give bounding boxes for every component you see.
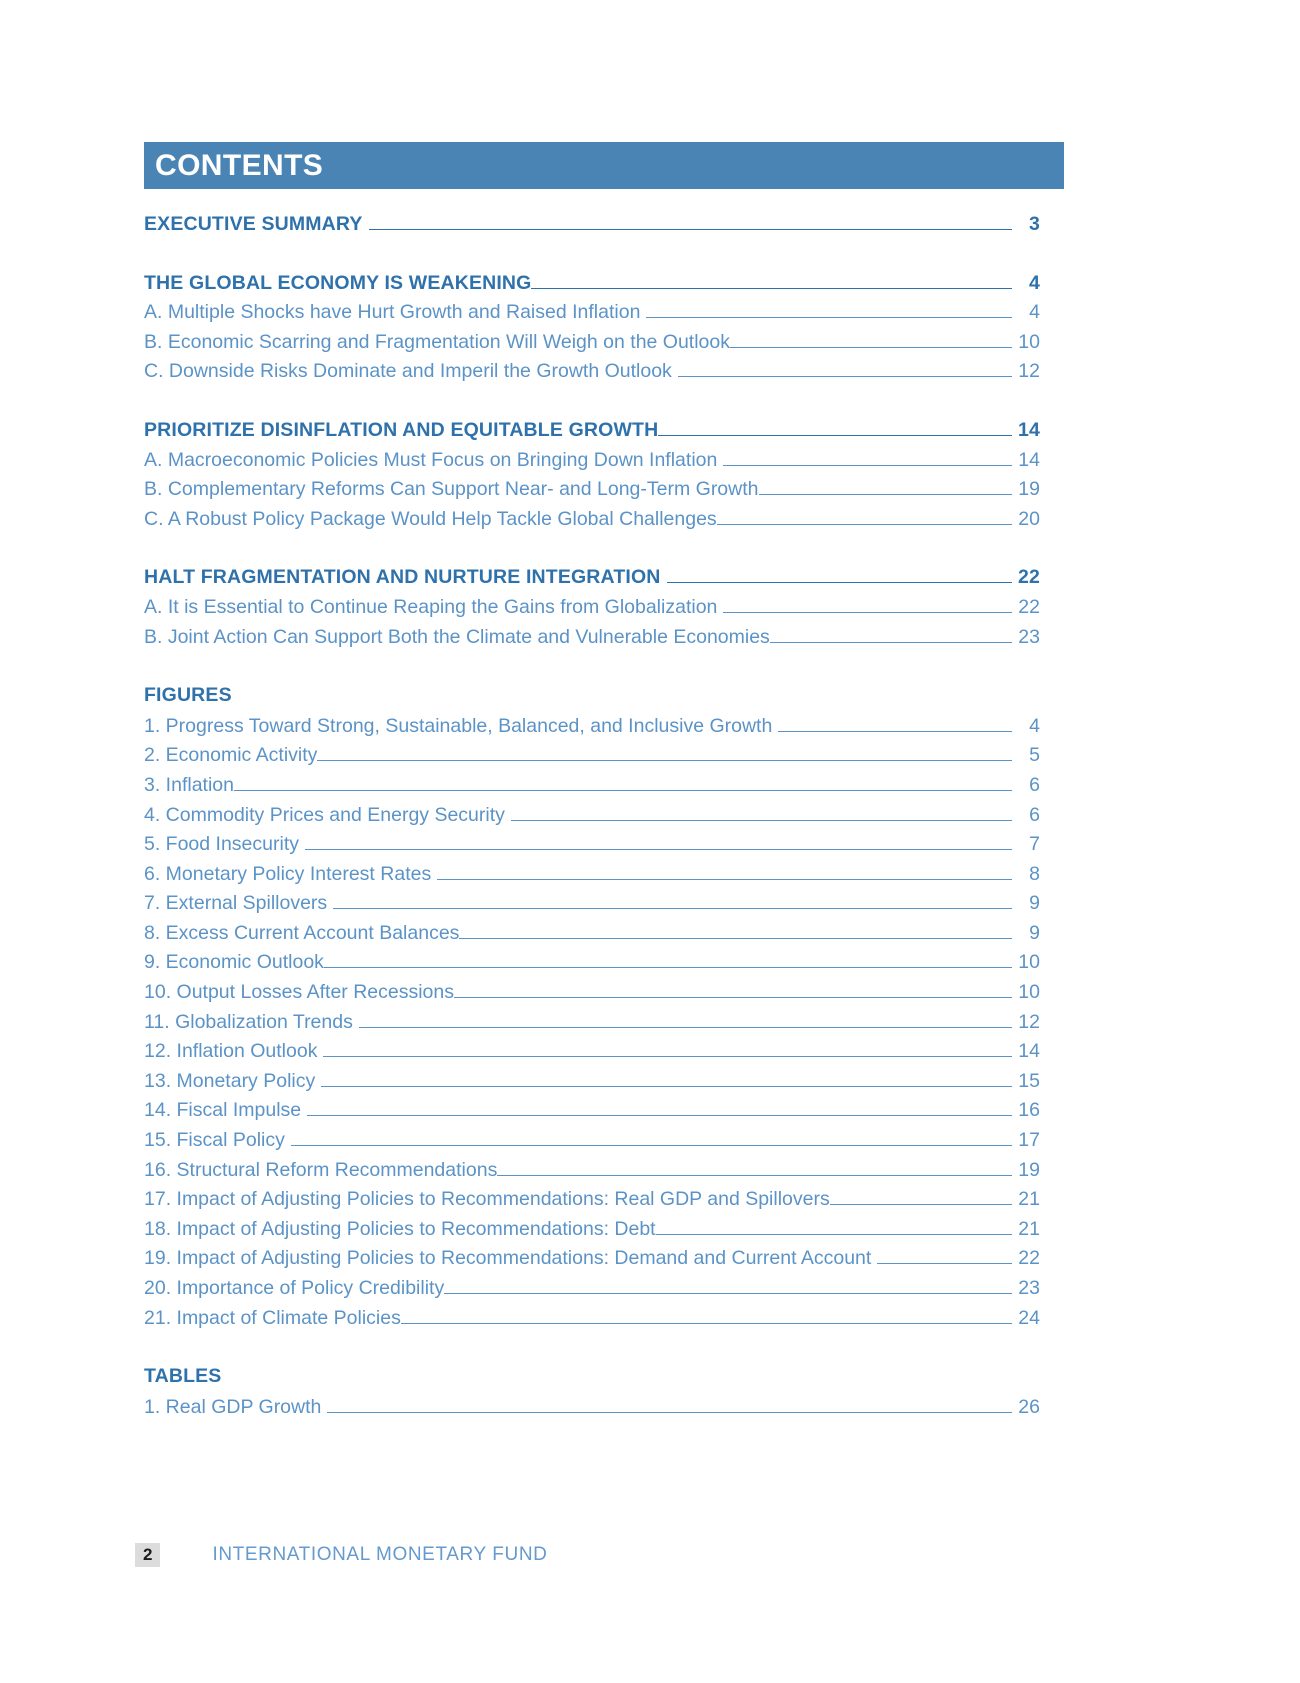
toc-leader-line xyxy=(656,1233,1012,1235)
table-of-contents xyxy=(144,210,1040,1422)
toc-entry[interactable] xyxy=(144,1215,1040,1245)
toc-entry[interactable] xyxy=(144,1185,1040,1215)
toc-entry[interactable] xyxy=(144,416,1040,446)
toc-leader-line xyxy=(759,493,1013,495)
toc-entry[interactable] xyxy=(144,1037,1040,1067)
toc-entry-label: 1. Real GDP Growth xyxy=(144,1395,322,1418)
toc-entry-page-number: 19 xyxy=(1018,478,1040,501)
toc-entry-page-number: 4 xyxy=(1029,271,1040,294)
toc-entry-label: 8. Excess Current Account Balances xyxy=(144,921,460,944)
toc-leader-line xyxy=(369,228,1012,230)
toc-leader-line xyxy=(459,937,1012,939)
toc-entry-label: 10. Output Losses After Recessions xyxy=(144,981,455,1004)
toc-leader-line xyxy=(723,611,1012,613)
footer-page-number: 2 xyxy=(135,1543,160,1567)
toc-group-global-economy-weakening xyxy=(144,269,1040,387)
toc-entry-label: C. A Robust Policy Package Would Help Tackle Global Challenges xyxy=(144,507,717,530)
toc-entry[interactable] xyxy=(144,1126,1040,1156)
toc-leader-line xyxy=(324,966,1012,968)
toc-entry[interactable] xyxy=(144,1274,1040,1304)
toc-entry[interactable] xyxy=(144,1067,1040,1097)
toc-leader-line xyxy=(307,1114,1012,1116)
toc-entry-page-number: 22 xyxy=(1018,595,1040,618)
toc-leader-line xyxy=(323,1055,1012,1057)
toc-entry-label: 15. Fiscal Policy xyxy=(144,1129,285,1152)
toc-leader-line xyxy=(234,789,1012,791)
toc-entry-label: 3. Inflation xyxy=(144,773,234,796)
toc-entry-page-number: 6 xyxy=(1029,803,1040,826)
toc-entry-label: 18. Impact of Adjusting Policies to Recommendations: Debt xyxy=(144,1217,656,1240)
toc-group-halt-fragmentation xyxy=(144,563,1040,652)
toc-leader-line xyxy=(359,1026,1012,1028)
toc-entry-label: 19. Impact of Adjusting Policies to Recommendations: Demand and Current Account xyxy=(144,1247,872,1270)
toc-entry[interactable] xyxy=(144,1304,1040,1334)
toc-entry-label: THE GLOBAL ECONOMY IS WEAKENING xyxy=(144,271,532,294)
toc-leader-line xyxy=(830,1203,1012,1205)
toc-leader-line xyxy=(305,848,1012,850)
toc-leader-line xyxy=(454,996,1012,998)
toc-leader-line xyxy=(317,759,1012,761)
toc-leader-line xyxy=(877,1262,1012,1264)
toc-entry[interactable] xyxy=(144,1156,1040,1186)
toc-leader-line xyxy=(511,819,1012,821)
toc-entry-page-number: 16 xyxy=(1018,1099,1040,1122)
toc-entry-page-number: 21 xyxy=(1018,1217,1040,1240)
toc-leader-line xyxy=(717,523,1012,525)
toc-entry-label: 4. Commodity Prices and Energy Security xyxy=(144,803,505,826)
toc-entry-label: 12. Inflation Outlook xyxy=(144,1040,318,1063)
toc-leader-line xyxy=(401,1322,1012,1324)
toc-entry-page-number: 12 xyxy=(1018,1010,1040,1033)
toc-entry-page-number: 10 xyxy=(1018,951,1040,974)
group-spacer xyxy=(144,534,1040,563)
page-title: CONTENTS xyxy=(155,148,324,182)
toc-entry-page-number: 15 xyxy=(1018,1069,1040,1092)
toc-entry-page-number: 6 xyxy=(1029,773,1040,796)
toc-entry-label: 14. Fiscal Impulse xyxy=(144,1099,302,1122)
toc-entry[interactable] xyxy=(144,860,1040,890)
group-spacer xyxy=(144,652,1040,681)
toc-entry[interactable] xyxy=(144,269,1040,299)
toc-entry-page-number: 20 xyxy=(1018,507,1040,530)
toc-leader-line xyxy=(327,1411,1012,1413)
toc-leader-line xyxy=(678,375,1012,377)
group-spacer xyxy=(144,240,1040,269)
toc-entry-page-number: 12 xyxy=(1018,360,1040,383)
toc-entry-page-number: 26 xyxy=(1018,1395,1040,1418)
toc-entry[interactable] xyxy=(144,357,1040,387)
toc-section-label xyxy=(144,681,1040,712)
toc-leader-line xyxy=(497,1174,1012,1176)
toc-entry[interactable] xyxy=(144,1393,1040,1423)
toc-group-tables xyxy=(144,1362,1040,1422)
toc-entry[interactable] xyxy=(144,623,1040,653)
page-footer xyxy=(135,1543,547,1567)
toc-entry-page-number: 10 xyxy=(1018,981,1040,1004)
toc-entry[interactable] xyxy=(144,446,1040,476)
toc-entry[interactable] xyxy=(144,563,1040,593)
toc-entry-label: C. Downside Risks Dominate and Imperil the Growth Outlook xyxy=(144,360,672,383)
toc-entry[interactable] xyxy=(144,948,1040,978)
toc-leader-line xyxy=(730,346,1012,348)
toc-section-label xyxy=(144,1362,1040,1393)
toc-entry-page-number: 23 xyxy=(1018,625,1040,648)
toc-group-prioritize-disinflation xyxy=(144,416,1040,534)
toc-entry[interactable] xyxy=(144,593,1040,623)
toc-entry-label: HALT FRAGMENTATION AND NURTURE INTEGRATION xyxy=(144,566,661,589)
toc-entry-label: B. Economic Scarring and Fragmentation Will Weigh on the Outlook xyxy=(144,330,730,353)
toc-entry[interactable] xyxy=(144,741,1040,771)
toc-entry-page-number: 5 xyxy=(1029,744,1040,767)
toc-entry-label: 6. Monetary Policy Interest Rates xyxy=(144,862,432,885)
toc-entry-page-number: 21 xyxy=(1018,1188,1040,1211)
toc-entry-label: 11. Globalization Trends xyxy=(144,1010,353,1033)
toc-entry-label: A. It is Essential to Continue Reaping the Gains from Globalization xyxy=(144,595,718,618)
toc-entry[interactable] xyxy=(144,505,1040,535)
toc-entry[interactable] xyxy=(144,1008,1040,1038)
toc-entry[interactable] xyxy=(144,978,1040,1008)
toc-leader-line xyxy=(291,1144,1012,1146)
toc-leader-line xyxy=(437,878,1012,880)
toc-entry-page-number: 9 xyxy=(1029,921,1040,944)
toc-leader-line xyxy=(444,1292,1012,1294)
toc-leader-line xyxy=(778,730,1012,732)
toc-entry-label: 20. Importance of Policy Credibility xyxy=(144,1277,445,1299)
toc-entry[interactable] xyxy=(144,801,1040,831)
toc-entry-label: 13. Monetary Policy xyxy=(144,1069,316,1092)
toc-leader-line xyxy=(723,464,1012,466)
toc-entry-page-number: 19 xyxy=(1018,1158,1040,1181)
toc-entry-page-number: 4 xyxy=(1029,714,1040,737)
toc-group-figures xyxy=(144,681,1040,1333)
toc-leader-line xyxy=(770,641,1012,643)
toc-entry[interactable] xyxy=(144,298,1040,328)
toc-entry[interactable] xyxy=(144,919,1040,949)
toc-entry[interactable] xyxy=(144,328,1040,358)
toc-leader-line xyxy=(333,907,1012,909)
toc-entry[interactable] xyxy=(144,889,1040,919)
group-spacer xyxy=(144,387,1040,416)
group-spacer xyxy=(144,1333,1040,1362)
toc-entry-page-number: 23 xyxy=(1018,1277,1040,1299)
toc-leader-line xyxy=(667,581,1013,583)
toc-entry-page-number: 14 xyxy=(1018,1040,1040,1063)
toc-entry-page-number: 22 xyxy=(1018,1247,1040,1270)
toc-entry[interactable] xyxy=(144,830,1040,860)
footer-organization: INTERNATIONAL MONETARY FUND xyxy=(212,1544,548,1565)
toc-entry-page-number: 14 xyxy=(1018,418,1040,441)
toc-entry-label: 9. Economic Outlook xyxy=(144,951,324,974)
toc-entry-page-number: 7 xyxy=(1029,833,1040,856)
toc-leader-line xyxy=(658,434,1012,436)
toc-entry-page-number: 10 xyxy=(1018,330,1040,353)
toc-entry-label: A. Multiple Shocks have Hurt Growth and Raised Inflation xyxy=(144,301,641,324)
toc-entry[interactable] xyxy=(144,210,1040,240)
toc-entry[interactable] xyxy=(144,771,1040,801)
toc-entry-label: A. Macroeconomic Policies Must Focus on Bringing Down Inflation xyxy=(144,448,718,471)
toc-entry-label: 5. Food Insecurity xyxy=(144,833,299,856)
toc-entry-label: 16. Structural Reform Recommendations xyxy=(144,1158,498,1181)
contents-header-bar xyxy=(144,142,1064,189)
toc-entry-page-number: 4 xyxy=(1029,301,1040,324)
toc-entry-label: 17. Impact of Adjusting Policies to Recommendations: Real GDP and Spillovers xyxy=(144,1188,830,1211)
toc-leader-line xyxy=(646,316,1012,318)
toc-entry-page-number: 17 xyxy=(1018,1129,1040,1152)
toc-entry-label: B. Complementary Reforms Can Support Near- and Long-Term Growth xyxy=(144,478,759,501)
toc-entry-label: 21. Impact of Climate Policies xyxy=(144,1306,401,1329)
toc-leader-line xyxy=(321,1085,1012,1087)
toc-entry[interactable] xyxy=(144,1096,1040,1126)
toc-entry[interactable] xyxy=(144,712,1040,742)
toc-entry-label: B. Joint Action Can Support Both the Climate and Vulnerable Economies xyxy=(144,625,770,648)
toc-entry-page-number: 24 xyxy=(1018,1306,1040,1329)
toc-entry-page-number: 3 xyxy=(1029,213,1040,235)
toc-entry-page-number: 14 xyxy=(1018,448,1040,471)
toc-section-label-text: TABLES xyxy=(144,1365,222,1388)
toc-entry-label: 2. Economic Activity xyxy=(144,744,318,767)
toc-leader-line xyxy=(531,287,1012,289)
toc-entry-page-number: 9 xyxy=(1029,892,1040,915)
toc-section-label-text: FIGURES xyxy=(144,684,232,707)
toc-entry[interactable] xyxy=(144,1244,1040,1274)
toc-entry-label: 7. External Spillovers xyxy=(144,892,328,915)
toc-group-executive-summary xyxy=(144,210,1040,240)
toc-entry-label: PRIORITIZE DISINFLATION AND EQUITABLE GROWTH xyxy=(144,418,659,441)
toc-entry-label: EXECUTIVE SUMMARY xyxy=(144,213,363,235)
toc-entry-page-number: 22 xyxy=(1018,566,1040,589)
toc-entry[interactable] xyxy=(144,475,1040,505)
toc-entry-page-number: 8 xyxy=(1029,862,1040,885)
toc-entry-label: 1. Progress Toward Strong, Sustainable, Balanced, and Inclusive Growth xyxy=(144,714,773,737)
